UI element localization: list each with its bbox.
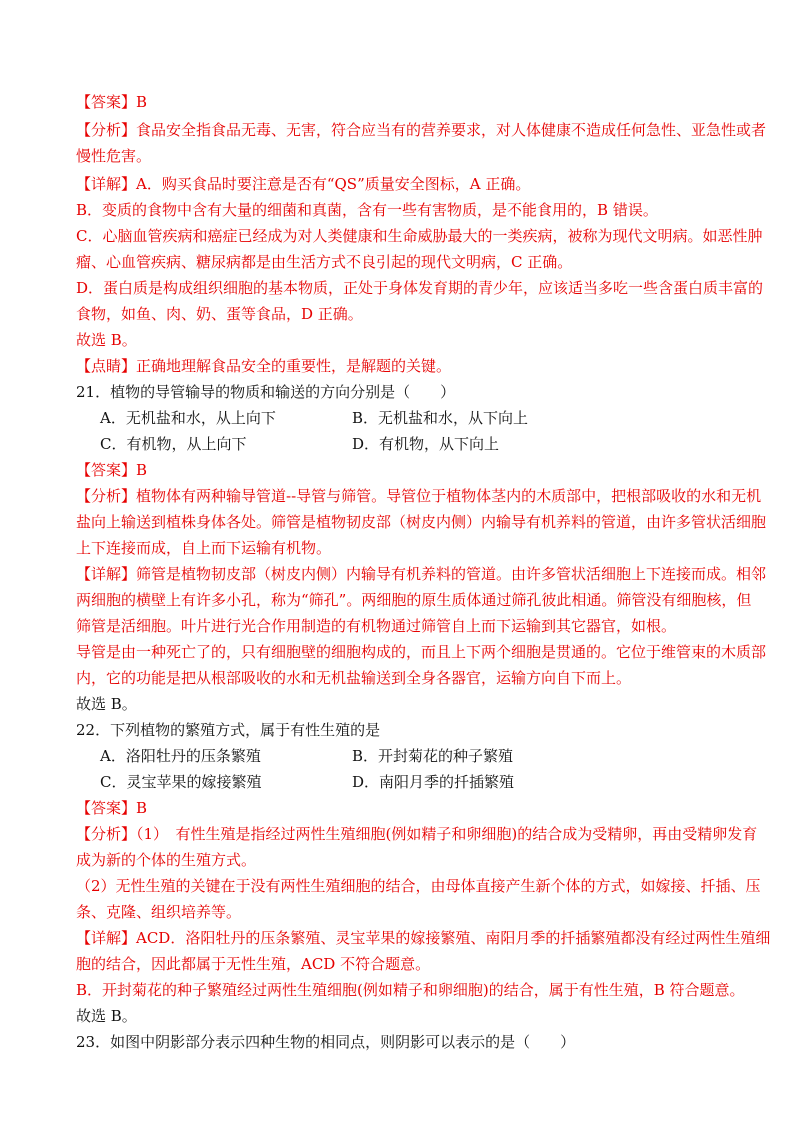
detail-line: 食物，如鱼、肉、奶、蛋等食品，D 正确。: [76, 305, 363, 323]
detail-line: 两细胞的横壁上有许多小孔，称为“筛孔”。两细胞的原生质体通过筛孔彼此相通。筛管没有细胞核，但: [76, 591, 752, 609]
detail-line: 筛管是活细胞。叶片进行光合作用制造的有机物通过筛管自上而下运输到其它器官，如根。: [76, 617, 677, 635]
analysis-line: 【分析】（1） 有性生殖是指经过两性生殖细胞(例如精子和卵细胞)的结合成为受精卵，再由受精卵发育: [76, 825, 758, 843]
q22-option-a: A．洛阳牡丹的压条繁殖: [100, 747, 261, 765]
q21-option-a: A．无机盐和水，从上向下: [100, 409, 276, 427]
analysis-line: （2）无性生殖的关键在于没有两性生殖细胞的结合，由母体直接产生新个体的方式，如嫁接、扦插、压: [76, 877, 761, 895]
conclusion-line: 故选 B。: [76, 331, 137, 349]
answer-line: 【答案】B: [76, 799, 148, 817]
q22-option-d: D．南阳月季的扦插繁殖: [352, 773, 515, 791]
analysis-line: 条、克隆、组织培养等。: [76, 903, 242, 921]
q22-option-c: C．灵宝苹果的嫁接繁殖: [100, 773, 262, 791]
conclusion-line: 故选 B。: [76, 695, 137, 713]
analysis-line: 【分析】食品安全指食品无毒、无害，符合应当有的营养要求，对人体健康不造成任何急性、亚急性或者: [76, 121, 767, 139]
detail-line: 【详解】A．购买食品时要注意是否有“QS”质量安全图标，A 正确。: [76, 175, 531, 193]
q21-option-b: B．无机盐和水，从下向上: [352, 409, 529, 427]
answer-line: 【答案】B: [76, 461, 148, 479]
detail-line: 导管是由一种死亡了的，只有细胞壁的细胞构成的，而且上下两个细胞是贯通的。它位于维管束的木质部: [76, 643, 767, 661]
analysis-line: 【分析】植物体有两种输导管道--导管与筛管。导管位于植物体茎内的木质部中，把根部吸收的水和无机: [76, 487, 762, 505]
detail-line: B．变质的食物中含有大量的细菌和真菌，含有一些有害物质，是不能食用的，B 错误。: [76, 201, 658, 219]
answer-line: 【答案】B: [76, 93, 148, 111]
q21-option-d: D．有机物，从下向上: [352, 435, 500, 453]
detail-line: 内，它的功能是把从根部吸收的水和无机盐输送到全身各器官，运输方向自下而上。: [76, 669, 632, 687]
detail-line: C．心脑血管疾病和癌症已经成为对人类健康和生命威胁最大的一类疾病，被称为现代文明病。如恶性肿: [76, 227, 763, 245]
detail-line: 瘤、心血管疾病、糖尿病都是由生活方式不良引起的现代文明病，C 正确。: [76, 253, 573, 271]
analysis-line: 慢性危害。: [76, 147, 152, 165]
q21-option-c: C．有机物，从上向下: [100, 435, 247, 453]
question-22: 22．下列植物的繁殖方式，属于有性生殖的是: [76, 721, 381, 739]
detail-line: 【详解】筛管是植物韧皮部（树皮内侧）内输导有机养料的管道。由许多管状活细胞上下连接而成。相邻: [76, 565, 767, 583]
analysis-line: 盐向上输送到植株身体各处。筛管是植物韧皮部（树皮内侧）内输导有机养料的管道，由许多管状活细胞: [76, 513, 767, 531]
conclusion-line: 故选 B。: [76, 1007, 137, 1025]
detail-line: B．开封菊花的种子繁殖经过两性生殖细胞(例如精子和卵细胞)的结合，属于有性生殖，B 符合题意。: [76, 981, 745, 999]
question-21: 21．植物的导管输导的物质和输送的方向分别是（ ）: [76, 383, 456, 401]
detail-line: 【详解】ACD．洛阳牡丹的压条繁殖、灵宝苹果的嫁接繁殖、南阳月季的扦插繁殖都没有经过两性生殖细: [76, 929, 771, 947]
analysis-line: 上下连接而成，自上而下运输有机物。: [76, 539, 332, 557]
detail-line: D．蛋白质是构成组织细胞的基本物质，正处于身体发育期的青少年，应该适当多吃一些含蛋白质丰富的: [76, 279, 764, 297]
q22-option-b: B．开封菊花的种子繁殖: [352, 747, 514, 765]
question-23: 23．如图中阴影部分表示四种生物的相同点，则阴影可以表示的是（ ）: [76, 1033, 576, 1051]
detail-line: 胞的结合，因此都属于无性生殖，ACD 不符合题意。: [76, 955, 431, 973]
analysis-line: 成为新的个体的生殖方式。: [76, 851, 257, 869]
comment-line: 【点睛】正确地理解食品安全的重要性，是解题的关键。: [76, 357, 452, 375]
